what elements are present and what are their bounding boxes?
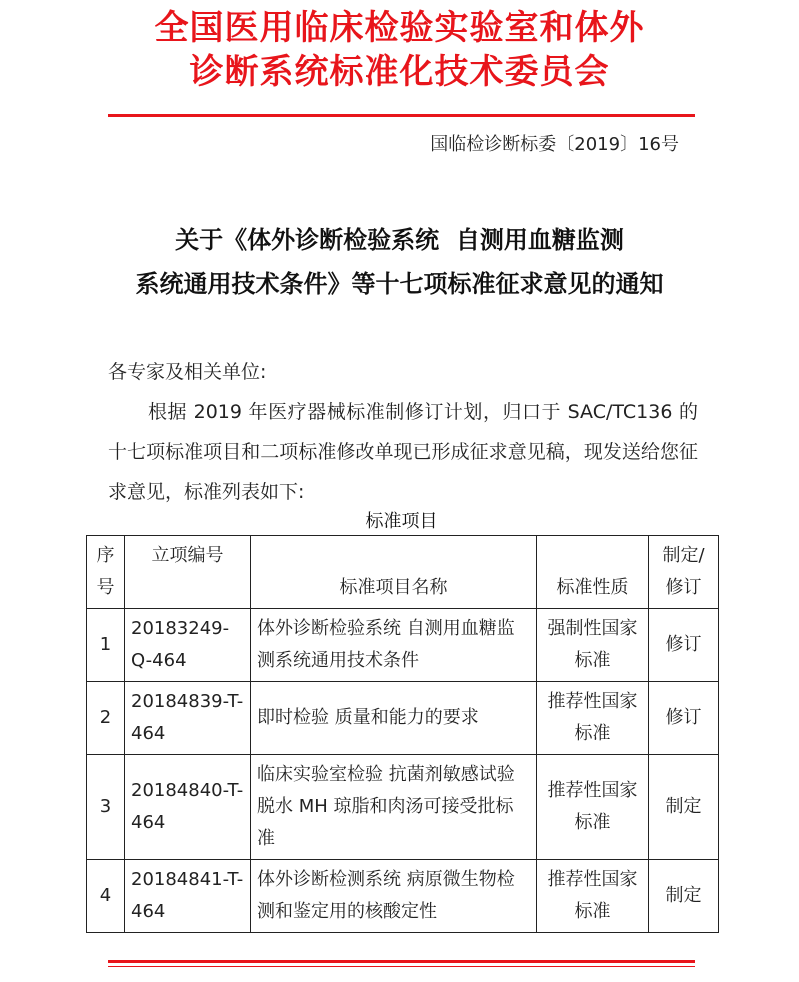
issuing-organization [0, 6, 799, 94]
header-name: 标准项目名称 [251, 536, 537, 609]
row-seq: 1 [87, 609, 125, 682]
row-code: 20184840-T-464 [125, 755, 251, 860]
row-type: 制定 [649, 755, 719, 860]
row-code: 20184839-T-464 [125, 682, 251, 755]
row-code: 20183249-Q-464 [125, 609, 251, 682]
org-name-line1: 全国医用临床检验实验室和体外 [154, 8, 645, 48]
footer-red-rule [108, 960, 695, 963]
row-nature: 推荐性国家标准 [537, 755, 649, 860]
notice-title [0, 218, 799, 306]
footer-red-rule-thin [108, 966, 695, 967]
header-code: 立项编号 [125, 536, 251, 609]
salutation: 各专家及相关单位: [108, 361, 267, 383]
table-header-row [87, 536, 719, 609]
header-seq: 序号 [87, 536, 125, 609]
document-number: 国临检诊断标委〔2019〕16号 [430, 134, 679, 155]
org-name-line2: 诊断系统标准化技术委员会 [189, 52, 610, 92]
table-row [87, 860, 719, 933]
row-name: 即时检验 质量和能力的要求 [251, 682, 537, 755]
title-line2: 系统通用技术条件》等十七项标准征求意见的通知 [135, 270, 664, 298]
title-line1: 关于《体外诊断检验系统 自测用血糖监测 [175, 226, 624, 254]
body-paragraph: 根据 2019 年医疗器械标准制修订计划，归口于 SAC/TC136 的十七项标准项目和二项标准修改单现已形成征求意见稿，现发送给您征求意见，标准列表如下: [108, 401, 698, 503]
header-nature: 标准性质 [537, 536, 649, 609]
header-type: 制定/修订 [649, 536, 719, 609]
row-seq: 3 [87, 755, 125, 860]
table-row [87, 609, 719, 682]
header-red-rule [108, 114, 695, 117]
standards-table [86, 535, 719, 933]
row-nature: 推荐性国家标准 [537, 682, 649, 755]
row-seq: 4 [87, 860, 125, 933]
row-nature: 强制性国家标准 [537, 609, 649, 682]
row-type: 修订 [649, 682, 719, 755]
table-row [87, 755, 719, 860]
row-seq: 2 [87, 682, 125, 755]
row-nature: 推荐性国家标准 [537, 860, 649, 933]
row-name: 体外诊断检验系统 自测用血糖监测系统通用技术条件 [251, 609, 537, 682]
row-type: 制定 [649, 860, 719, 933]
table-caption: 标准项目 [365, 511, 438, 532]
row-code: 20184841-T-464 [125, 860, 251, 933]
row-name: 临床实验室检验 抗菌剂敏感试验脱水 MH 琼脂和肉汤可接受批标准 [251, 755, 537, 860]
table-row [87, 682, 719, 755]
row-name: 体外诊断检测系统 病原微生物检测和鉴定用的核酸定性 [251, 860, 537, 933]
row-type: 修订 [649, 609, 719, 682]
